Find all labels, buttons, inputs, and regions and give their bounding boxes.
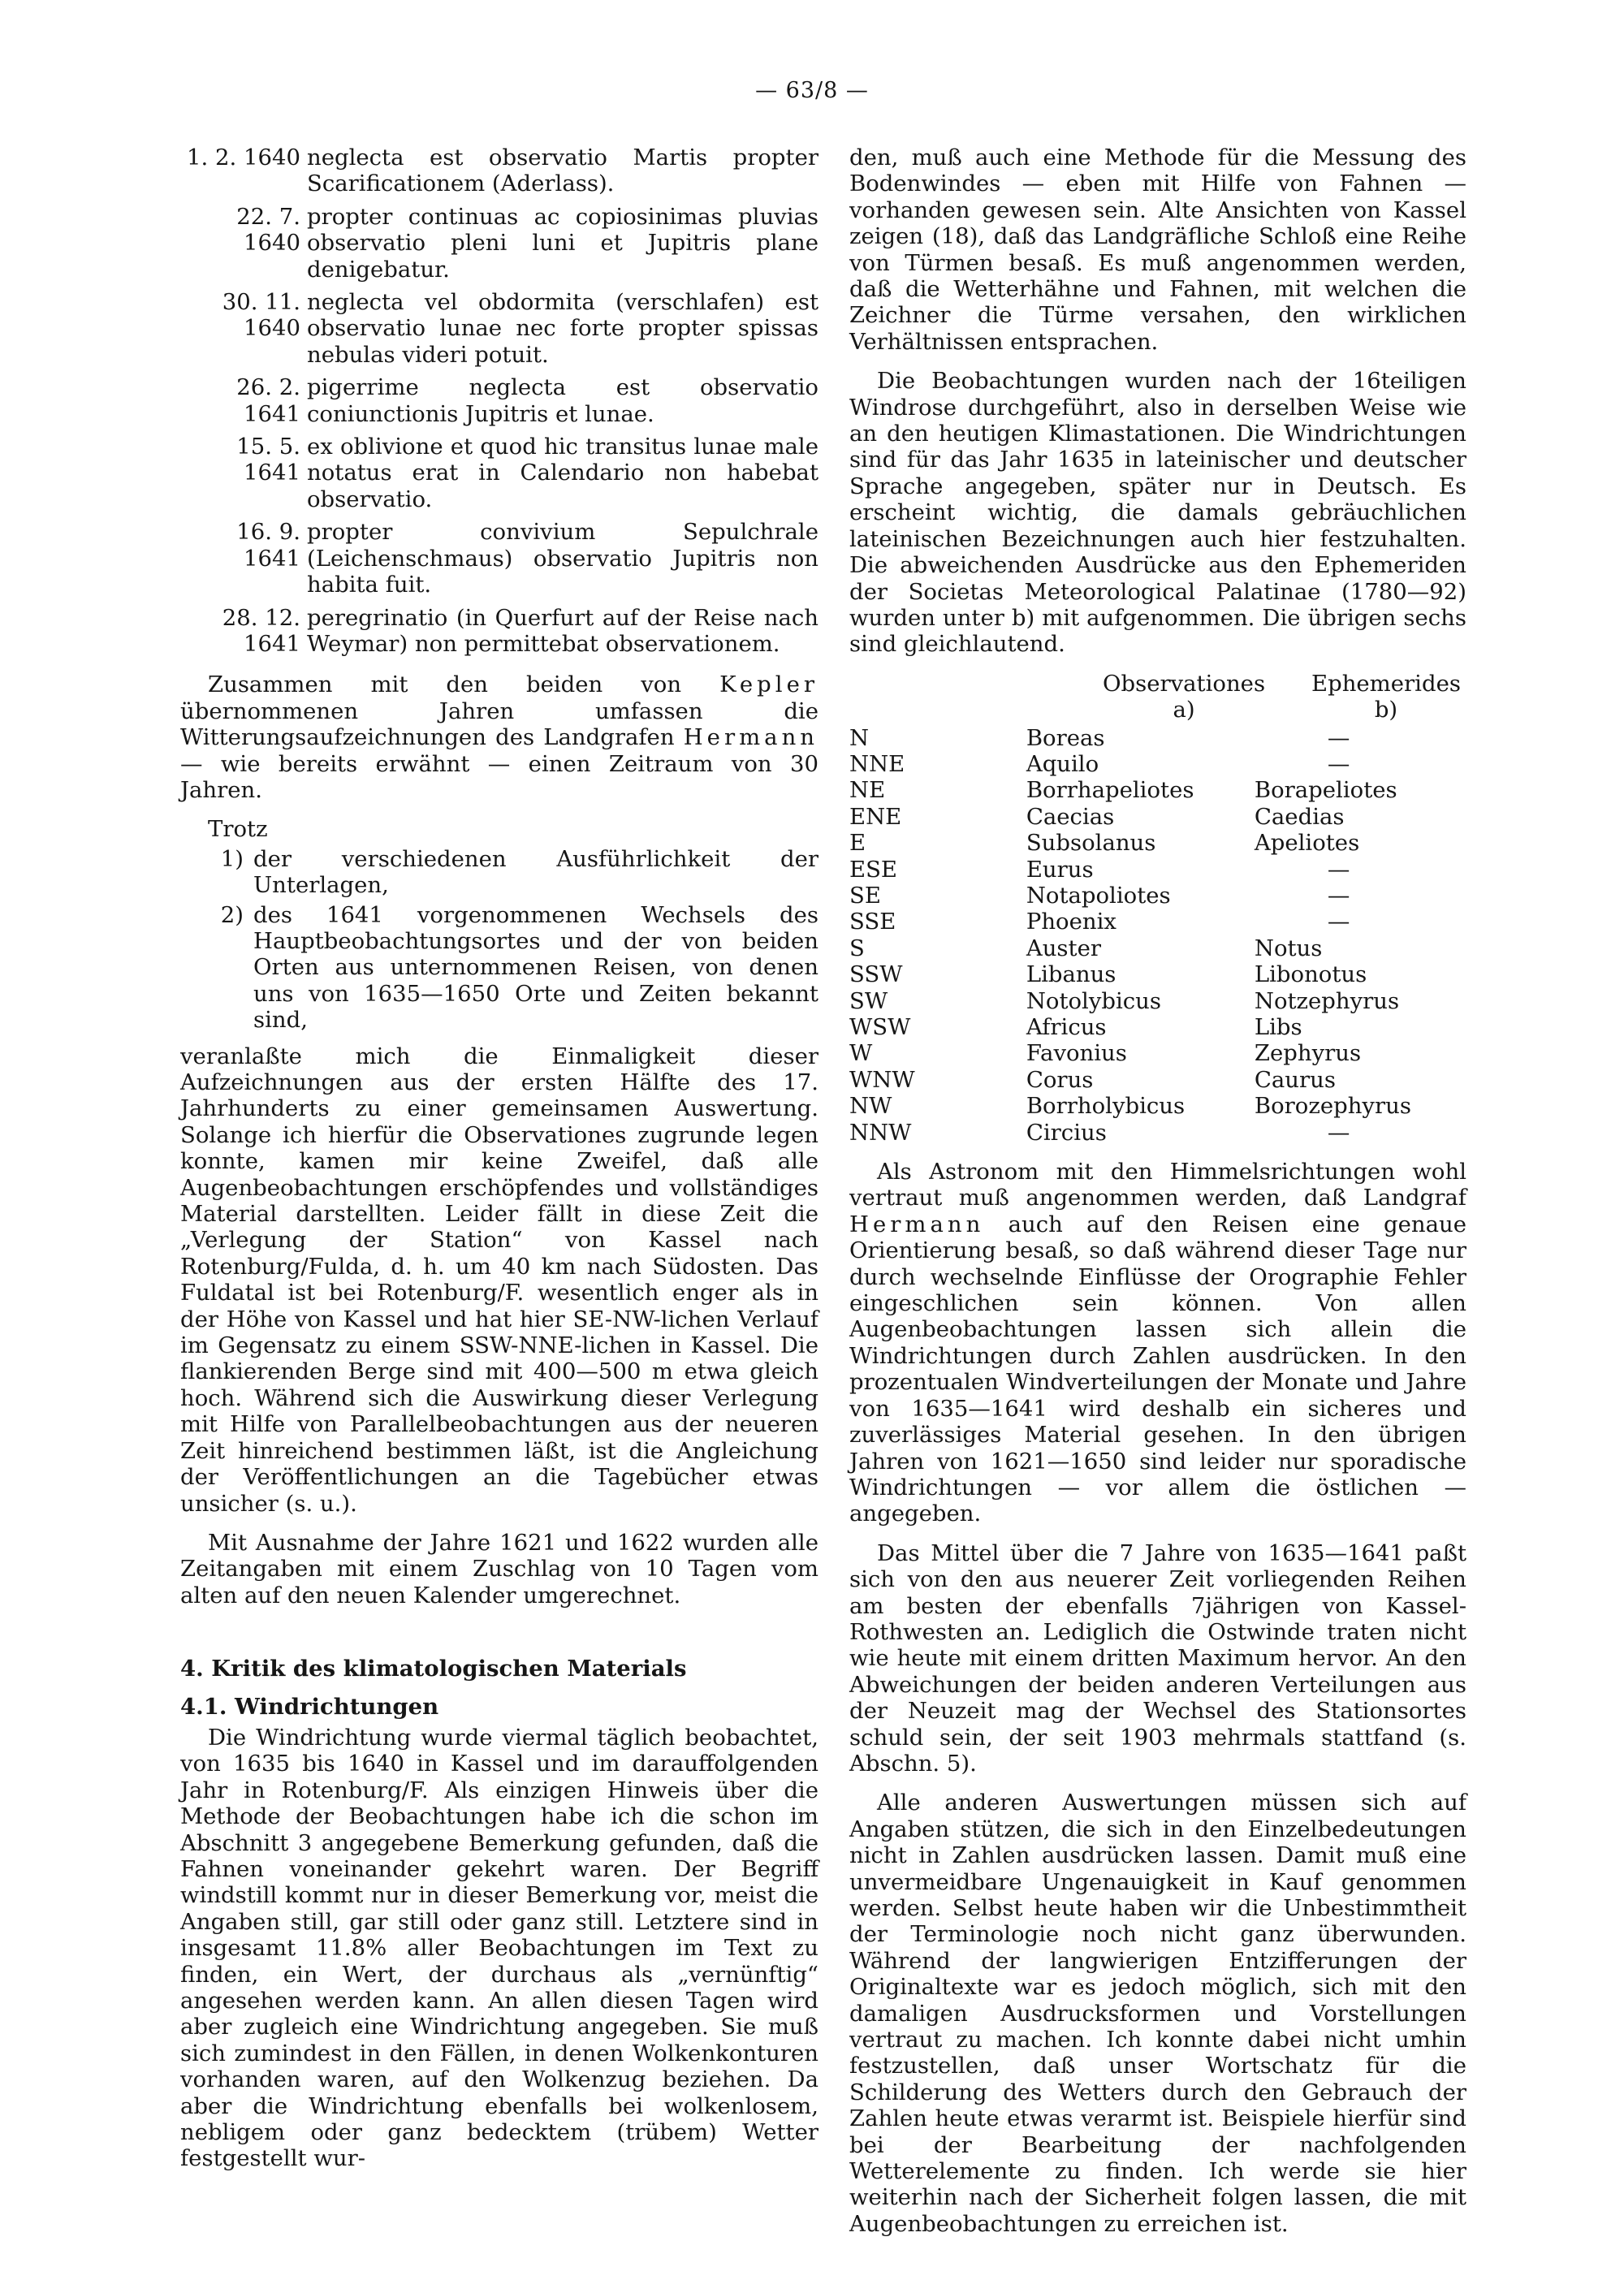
header-sublabel: a) (1173, 697, 1195, 723)
header-label: Ephemerides (1311, 670, 1461, 697)
direction-cell: E (849, 830, 866, 857)
direction-cell: W (849, 1040, 873, 1067)
observationes-cell: Aquilo (1026, 750, 1099, 777)
observationes-cell: Borrhapeliotes (1026, 777, 1194, 804)
paragraph-text: — wie bereits erwähnt — einen Zeitraum von 30 Jahren. (180, 750, 818, 803)
diary-entry (180, 605, 818, 658)
entry-date: 22. 7. 1640 (236, 203, 300, 257)
table-row (849, 1093, 1466, 1119)
paragraph-station: veranlaßte mich die Einmaligkeit dieser Aufzeichnungen aus der ersten Hälfte des 17. Jahrhunderts zu einer gemeinsamen Auswertung. Solange ich hierfür die Observationes zugrunde legen konnte, kamen mir keine Zweifel, daß alle Augenbeobachtungen erschöpfendes und vollständiges Material darstellten. Leider fällt in diese Zeit die „Verlegung der Station“ von Kassel nach Rotenburg/Fulda, d. h. um 40 km nach Südosten. Das Fuldatal ist bei Rotenburg/F. wesentlich enger als in der Höhe von Kassel und hat hier SE-NW-lichen Verlauf im Gegensatz zu einem SSW-NNE-lichen in Kassel. Die flankierenden Berge sind mit 400—500 m etwa gleich hoch. Während sich die Auswirkung dieser Verlegung mit Hilfe von Parallelbeobachtungen aus der neueren Zeit hinreichend bestimmen läßt, ist die Angleichung der Veröffentlichungen an die Tagebücher etwas unsicher (s. u.). (180, 1043, 818, 1517)
diary-entry (180, 204, 818, 283)
ephemerides-cell: — (1327, 750, 1350, 777)
subsection-heading: 4.1. Windrichtungen (180, 1693, 439, 1720)
entry-text: ex oblivione et quod hic transitus lunae male notatus erat in Calendario non habebat observatio. (307, 434, 818, 512)
direction-cell: WNW (849, 1066, 915, 1093)
entry-text: propter continuas ac copiosinimas pluvias observatio pleni luni et Jupitris plane denigebatur. (307, 203, 818, 283)
table-row (849, 857, 1466, 883)
diary-entry (180, 434, 818, 512)
ephemerides-cell: Notus (1254, 935, 1323, 961)
diary-entry (180, 374, 818, 427)
observationes-cell: Favonius (1026, 1040, 1127, 1067)
table-row (849, 1067, 1466, 1093)
direction-cell: ESE (849, 856, 897, 883)
list-item (180, 902, 818, 1034)
observationes-cell: Boreas (1026, 724, 1105, 751)
ephemerides-cell: Zephyrus (1254, 1040, 1362, 1067)
paragraph-text: auch auf den Reisen eine genaue Orientierung besaß, so daß während dieser Tage nur durch wechselnde Einflüsse der Orographie Fehler eingeschlichen sein können. Von allen Augenbeobachtungen lassen sich allein die Windrichtungen durch Zahlen ausdrücken. In den prozentualen Windverteilungen der Monate und Jahre von 1635—1641 wird deshalb ein sicheres und zuverlässiges Material gesehen. In den übrigen Jahren von 1621—1650 sind leider nur sporadische Windrichtungen — vor allem die östlichen — angegeben. (849, 1211, 1467, 1527)
ephemerides-cell: — (1327, 882, 1350, 909)
table-row (849, 935, 1466, 961)
page-number: — 63/8 — (755, 78, 869, 103)
direction-cell: NNE (849, 750, 905, 777)
ephemerides-cell: Caedias (1254, 803, 1345, 830)
wind-direction-table (849, 725, 1466, 1146)
ephemerides-cell: Borozephyrus (1254, 1093, 1411, 1120)
ephemerides-cell: — (1327, 724, 1350, 751)
ephemerides-cell: Apeliotes (1254, 830, 1360, 857)
observationes-cell: Subsolanus (1026, 830, 1156, 857)
observationes-cell: Notapoliotes (1026, 882, 1171, 909)
list-text: des 1641 vorgenommenen Wechsels des Hauptbeobachtungsortes und der von beiden Orten aus unternommenen Reisen, von denen uns von 1635—1650 Orte und Zeiten bekannt sind, (253, 901, 818, 1034)
ephemerides-cell: Notzephyrus (1254, 987, 1400, 1014)
table-row (849, 830, 1466, 856)
direction-cell: S (849, 935, 865, 961)
observationes-cell: Auster (1026, 935, 1101, 961)
person-name-hermann: Hermann (849, 1211, 985, 1237)
entry-text: neglecta vel obdormita (verschlafen) est observatio lunae nec forte propter spissas nebulas videri potuit. (307, 289, 818, 368)
paragraph-bodenwind: den, muß auch eine Methode für die Messung des Bodenwindes — eben mit Hilfe von Fahnen — vorhanden gewesen sein. Alte Ansichten von Kassel zeigen (18), daß das Landgräfliche Schloß eine Reihe von Türmen besaß. Es muß angenommen werden, daß die Wetterhähne und Fahnen, mit welchen die Zeichner die Türme versahen, den wirklichen Verhältnissen entsprachen. (849, 145, 1466, 355)
observationes-cell: Notolybicus (1026, 987, 1162, 1014)
table-row (849, 909, 1466, 935)
author-name-kepler: Kepler (719, 671, 818, 698)
diary-entry (180, 289, 818, 368)
table-row (849, 1014, 1466, 1040)
entry-date: 16. 9. 1641 (236, 519, 300, 572)
paragraph-mean: Das Mittel über die 7 Jahre von 1635—1641 paßt sich von den aus neuerer Zeit vorliegenden Reihen am besten der ebenfalls 7jährigen von Kassel-Rothwesten an. Lediglich die Ostwinde traten nicht wie heute mit einem dritten Maximum hervor. An den Abweichungen der beiden anderen Verteilungen aus der Neuzeit mag der Wechsel des Stationsortes schuld sein, der seit 1903 mehrmals stattfand (s. Abschn. 5). (849, 1539, 1466, 1777)
table-row (849, 1040, 1466, 1066)
header-label: Observationes (1102, 670, 1266, 697)
list-number: 2) (220, 901, 244, 928)
observationes-cell: Corus (1026, 1066, 1094, 1093)
list-item (180, 846, 818, 899)
entry-date: 30. 11. 1640 (222, 289, 300, 342)
header-sublabel: b) (1374, 697, 1398, 723)
left-column (180, 145, 818, 2185)
entry-date: 1. 2. 1640 (187, 145, 300, 171)
direction-cell: SSW (849, 961, 903, 988)
observationes-cell: Phoenix (1026, 909, 1116, 935)
table-row (849, 961, 1466, 987)
right-column (849, 145, 1466, 2250)
table-row (849, 751, 1466, 777)
entry-text: pigerrime neglecta est observatio coniunctionis Jupitris et lunae. (307, 374, 818, 427)
observationes-cell: Borrholybicus (1026, 1093, 1186, 1120)
ephemerides-cell: — (1327, 856, 1350, 883)
paragraph-astronomer (849, 1159, 1466, 1527)
wind-table-header (849, 671, 1466, 723)
observationes-cell: Circius (1026, 1119, 1107, 1146)
direction-cell: WSW (849, 1014, 911, 1040)
diary-entry (180, 519, 818, 598)
table-row (849, 883, 1466, 909)
table-row (849, 804, 1466, 830)
ephemerides-cell: Libs (1254, 1014, 1302, 1040)
diary-entry (180, 145, 818, 197)
ephemerides-cell: Caurus (1254, 1066, 1336, 1093)
paragraph-text: übernommenen Jahren umfassen die Witterungsaufzeichnungen des Landgrafen (180, 697, 818, 751)
entry-text: propter convivium Sepulchrale (Leichenschmaus) observatio Jupitris non habita fuit. (307, 519, 818, 598)
direction-cell: NW (849, 1093, 892, 1120)
direction-cell: SW (849, 987, 888, 1014)
ephemerides-cell: Borapeliotes (1254, 777, 1397, 804)
column-header-ephemerides (1306, 671, 1466, 723)
table-row (849, 777, 1466, 803)
trotz-word: Trotz (208, 816, 268, 843)
direction-cell: N (849, 724, 870, 751)
paragraph-text: Zusammen mit den beiden von (208, 671, 682, 698)
entry-date: 28. 12. 1641 (222, 604, 300, 657)
direction-cell: NE (849, 777, 886, 804)
observationes-cell: Eurus (1026, 856, 1094, 883)
observationes-cell: Africus (1026, 1014, 1107, 1040)
paragraph-wind-direction: Die Windrichtung wurde viermal täglich beobachtet, von 1635 bis 1640 in Kassel und im darauffolgenden Jahr in Rotenburg/F. Als einzigen Hinweis über die Methode der Beobachtungen habe ich die schon im Abschnitt 3 angegebene Bemerkung gefunden, daß die Fahnen voneinander gekehrt waren. Der Begriff windstill kommt nur in dieser Bemerkung vor, meist die Angaben still, gar still oder ganz still. Letztere sind in insgesamt 11.8% aller Beobachtungen im Text zu finden, ein Wert, der durchaus als „vernünftig“ angesehen werden kann. An allen diesen Tagen wird aber zugleich eine Windrichtung angegeben. Sie muß sich zumindest in den Fällen, in denen Wolkenkonturen vorhanden waren, auf den Wolkenzug beziehen. Da aber die Windrichtung ebenfalls bei wolkenlosem, nebligem oder ganz bedecktem (trübem) Wetter festgestellt wur- (180, 1724, 818, 2172)
person-name-hermann: Hermann (683, 724, 818, 751)
paragraph-calendar: Mit Ausnahme der Jahre 1621 und 1622 wurden alle Zeitangaben mit einem Zuschlag von 10 Tagen vom alten auf den neuen Kalender umgerechnet. (180, 1529, 818, 1609)
ephemerides-cell: — (1327, 909, 1350, 935)
entry-text: peregrinatio (in Querfurt auf der Reise nach Weymar) non permittebat observationem. (307, 604, 818, 657)
table-row (849, 988, 1466, 1014)
ephemerides-cell: — (1327, 1119, 1350, 1146)
list-text: der verschiedenen Ausführlichkeit der Unterlagen, (253, 845, 818, 899)
section-heading: 4. Kritik des klimatologischen Materials (180, 1656, 687, 1682)
entry-date: 15. 5. 1641 (236, 434, 300, 486)
table-row (849, 1120, 1466, 1146)
table-row (849, 725, 1466, 751)
direction-cell: SE (849, 882, 881, 909)
observationes-cell: Libanus (1026, 961, 1116, 988)
paragraph-summary (180, 671, 818, 803)
paragraph-other-evaluations: Alle anderen Auswertungen müssen sich auf Angaben stützen, die sich in den Einzelbedeutungen nicht in Zahlen ausdrücken lassen. Damit muß eine unvermeidbare Ungenauigkeit in Kauf genommen werden. Selbst heute haben wir die Unbestimmtheit der Terminologie noch nicht ganz überwunden. Während der langwierigen Entzifferungen der Originaltexte war es jedoch möglich, sich mit den damaligen Ausdrucksformen und Vorstellungen vertraut zu machen. Ich konnte dabei nicht umhin festzustellen, daß unser Wortschatz für die Schilderung des Wetters durch den Gebrauch der Zahlen heute etwas verarmt ist. Beispiele hierfür sind bei der Bearbeitung der nachfolgenden Wetterelemente zu finden. Ich werde sie hier weiterhin nach der Sicherheit folgen lassen, die mit Augenbeobachtungen zu erreichen ist. (849, 1790, 1466, 2237)
paragraph-text: Als Astronom mit den Himmelsrichtungen wohl vertraut muß angenommen werden, daß Landgraf (849, 1159, 1466, 1211)
direction-cell: SSE (849, 909, 896, 935)
list-number: 1) (220, 845, 244, 872)
direction-cell: ENE (849, 803, 902, 830)
ephemerides-cell: Libonotus (1254, 961, 1367, 988)
paragraph-windrose: Die Beobachtungen wurden nach der 16teiligen Windrose durchgeführt, also in derselben Weise wie an den heutigen Klimastationen. Die Windrichtungen sind für das Jahr 1635 in lateinischer und deutscher Sprache angegeben, später nur in Deutsch. Es erscheint wichtig, die damals gebräuchlichen lateinischen Bezeichnungen auch hier festzuhalten. Die abweichenden Ausdrücke aus den Ephemeriden der Societas Meteorological Palatinae (1780—92) wurden unter b) mit aufgenommen. Die übrigen sechs sind gleichlautend. (849, 368, 1466, 658)
entry-date: 26. 2. 1641 (236, 374, 300, 427)
observationes-cell: Caecias (1026, 803, 1115, 830)
column-header-observationes (1062, 671, 1306, 723)
entry-text: neglecta est observatio Martis propter Scarificationem (Aderlass). (307, 145, 818, 197)
direction-cell: NNW (849, 1119, 912, 1146)
